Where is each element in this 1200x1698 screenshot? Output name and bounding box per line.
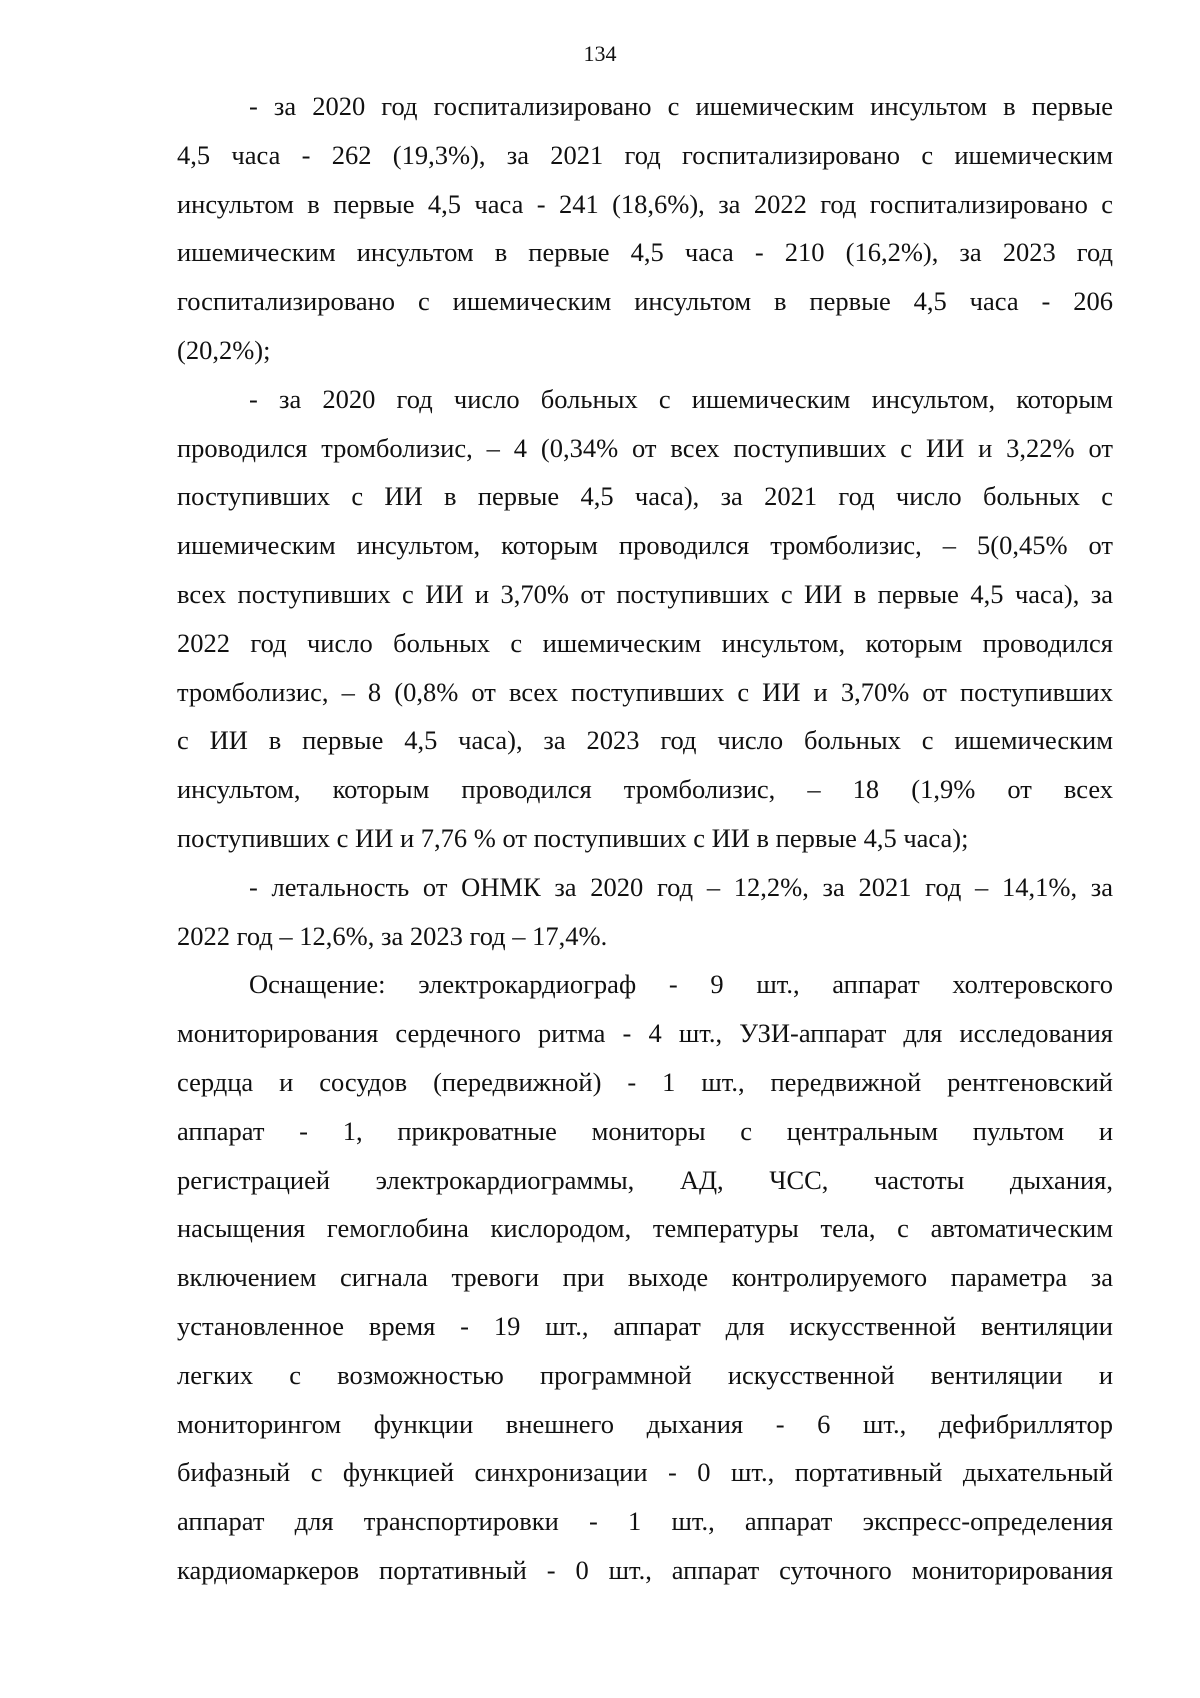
page-number: 134 [583, 41, 617, 66]
text-line: всех поступивших с ИИ и 3,70% от поступивших с ИИ в первые 4,5 часа), за [177, 578, 1113, 609]
text-line: насыщения гемоглобина кислородом, температуры тела, с автоматическим [177, 1213, 1113, 1244]
text-line: кардиомаркеров портативный - 0 шт., аппарат суточного мониторирования [177, 1554, 1113, 1585]
text-line: 2022 год число больных с ишемическим инсультом, которым проводился [177, 627, 1113, 658]
text-line: 2022 год – 12,6%, за 2023 год – 17,4%. [177, 920, 608, 951]
text-line: аппарат - 1, прикроватные мониторы с центральным пультом и [177, 1115, 1113, 1146]
text-line: инсультом в первые 4,5 часа - 241 (18,6%), за 2022 год госпитализировано с [177, 188, 1113, 219]
text-line: 4,5 часа - 262 (19,3%), за 2021 год госпитализировано с ишемическим [177, 139, 1113, 170]
text-line: поступивших с ИИ в первые 4,5 часа), за 2021 год число больных с [177, 481, 1113, 512]
paragraph-mortality [177, 863, 1113, 961]
text-line: госпитализировано с ишемическим инсультом в первые 4,5 часа - 206 [177, 286, 1113, 317]
text-line: бифазный с функцией синхронизации - 0 шт., портативный дыхательный [177, 1457, 1113, 1488]
document-body [177, 82, 1113, 1595]
text-line: - летальность от ОНМК за 2020 год – 12,2%, за 2021 год – 14,1%, за [249, 871, 1113, 902]
text-line: тромболизис, – 8 (0,8% от всех поступивших с ИИ и 3,70% от поступивших [177, 676, 1113, 707]
text-line: Оснащение: электрокардиограф - 9 шт., аппарат холтеровского [249, 969, 1113, 1000]
text-line: проводился тромболизис, – 4 (0,34% от всех поступивших с ИИ и 3,22% от [177, 432, 1113, 463]
paragraph-equipment [177, 960, 1113, 1594]
text-line: включением сигнала тревоги при выходе контролируемого параметра за [177, 1262, 1113, 1293]
text-line: мониторингом функции внешнего дыхания - 6 шт., дефибриллятор [177, 1408, 1113, 1439]
text-line: инсультом, которым проводился тромболизис, – 18 (1,9% от всех [177, 774, 1113, 805]
paragraph-hospitalization [177, 82, 1113, 375]
text-line: мониторирования сердечного ритма - 4 шт., УЗИ-аппарат для исследования [177, 1018, 1113, 1049]
text-line: аппарат для транспортировки - 1 шт., аппарат экспресс-определения [177, 1506, 1113, 1537]
text-line: (20,2%); [177, 334, 271, 365]
text-line: сердца и сосудов (передвижной) - 1 шт., передвижной рентгеновский [177, 1066, 1113, 1097]
text-line: ишемическим инсультом, которым проводился тромболизис, – 5(0,45% от [177, 530, 1113, 561]
text-line: - за 2020 год число больных с ишемическим инсультом, которым [249, 383, 1113, 414]
text-line: с ИИ в первые 4,5 часа), за 2023 год число больных с ишемическим [177, 725, 1113, 756]
text-line: установленное время - 19 шт., аппарат для искусственной вентиляции [177, 1310, 1113, 1341]
paragraph-thrombolysis [177, 375, 1113, 863]
text-line: - за 2020 год госпитализировано с ишемическим инсультом в первые [249, 91, 1113, 121]
text-line: регистрацией электрокардиограммы, АД, ЧСС, частоты дыхания, [177, 1164, 1113, 1195]
text-line: поступивших с ИИ и 7,76 % от поступивших с ИИ в первые 4,5 часа); [177, 822, 969, 853]
text-line: ишемическим инсультом в первые 4,5 часа - 210 (16,2%), за 2023 год [177, 237, 1113, 268]
text-line: легких с возможностью программной искусственной вентиляции и [177, 1359, 1113, 1390]
